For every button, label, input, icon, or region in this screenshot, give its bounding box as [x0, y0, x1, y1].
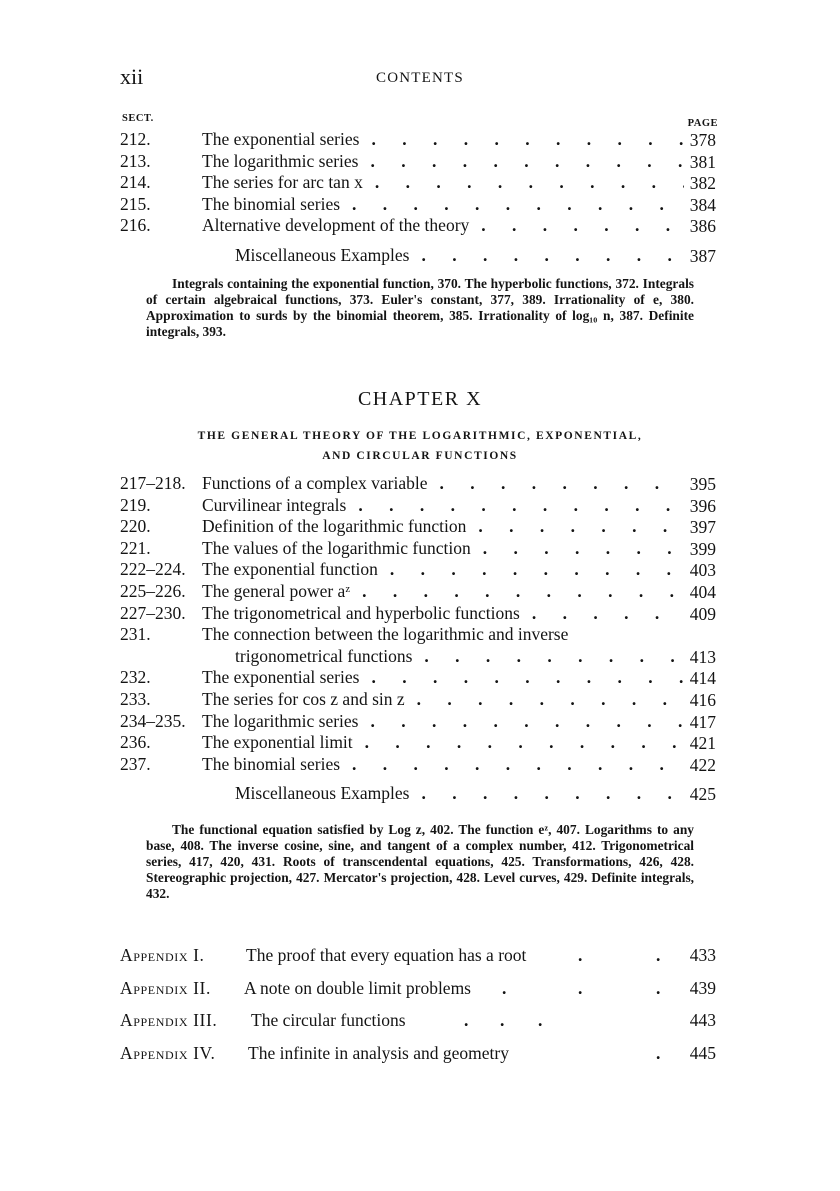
- appendix-title: The circular functions: [251, 1010, 406, 1031]
- appendix-title: The proof that every equation has a root: [246, 945, 527, 965]
- entry-section: 215.: [120, 193, 151, 214]
- entry-page: 395: [689, 474, 716, 494]
- chapter-heading: CHAPTER X: [357, 388, 483, 410]
- entry-title: The binomial series . . .: [202, 754, 684, 776]
- entry-title: The series for cos z and sin z . . .: [202, 689, 684, 711]
- entry-page: 397: [689, 517, 716, 538]
- entry-page: 387: [689, 245, 716, 266]
- entry-page: 386: [689, 216, 716, 237]
- toc-entry[interactable]: [120, 603, 720, 625]
- entry-page: 425: [689, 784, 716, 805]
- entry-section: 236.: [120, 732, 151, 753]
- entry-title: The binomial series . . .: [202, 194, 684, 216]
- appendix-title: A note on double limit problems: [244, 977, 471, 998]
- entry-section: 221.: [120, 537, 151, 558]
- entry-page: 399: [689, 538, 716, 559]
- toc-entry[interactable]: [120, 559, 720, 581]
- entry-section: 216.: [120, 215, 151, 236]
- leader-dot: .: [500, 1010, 505, 1031]
- entry-title: Miscellaneous Examples . . .: [235, 783, 684, 805]
- entry-section: 219.: [120, 494, 151, 515]
- toc-entry[interactable]: [120, 245, 720, 267]
- entry-section: 213.: [120, 150, 151, 171]
- entry-section: 227–230.: [120, 602, 186, 623]
- running-header: [120, 64, 720, 94]
- appendix-label: Appendix II.: [120, 977, 211, 998]
- entry-section: 220.: [120, 516, 151, 537]
- entry-title: Miscellaneous Examples . . .: [235, 245, 684, 267]
- entry-section: 217–218.: [120, 473, 186, 493]
- entry-title: The values of the logarithmic function . . .: [202, 538, 684, 560]
- toc-entry[interactable]: [120, 215, 720, 237]
- toc-entry[interactable]: [120, 783, 720, 805]
- leader-dot: .: [538, 1010, 543, 1031]
- sect-column-label: SECT.: [122, 113, 154, 124]
- entry-page: 421: [689, 733, 716, 754]
- appendix-entry[interactable]: [120, 977, 720, 1010]
- entry-page: 403: [689, 560, 716, 581]
- entry-page: 414: [689, 668, 716, 689]
- toc-entry[interactable]: [120, 495, 720, 517]
- entry-section: 237.: [120, 753, 151, 774]
- appendix-page: 439: [689, 977, 716, 998]
- leader-dot: .: [656, 1042, 661, 1063]
- entry-page: 382: [689, 173, 716, 194]
- page-column-label: PAGE: [687, 118, 718, 129]
- entry-page: 404: [689, 581, 716, 602]
- leader-dot: .: [578, 977, 583, 998]
- toc-entry[interactable]: [120, 538, 720, 560]
- appendix-label: Appendix III.: [120, 1010, 218, 1031]
- entry-title: Alternative development of the theory . . .: [202, 215, 684, 237]
- summary-text: The functional equation satisfied by Log z, 402. The function eᶻ, 407. Logarithms to any base, 408. The inverse cosine, sine, and tangent of a complex number, 412. Trigonometrical series, 417, 420, 431. Roots of transcendental equations, 425. Transformations, 426, 428. Stereographic projection, 427. Mercator's projection, 428. Level curves, 429. Definite integrals, 432.: [146, 822, 694, 901]
- leader-dot: .: [464, 1010, 469, 1031]
- entry-title: The exponential limit . . .: [202, 732, 684, 754]
- appendix-entry[interactable]: [120, 1042, 720, 1075]
- chapter-subtitle-line: THE GENERAL THEORY OF THE LOGARITHMIC, EXPONENTIAL,: [197, 430, 643, 442]
- leader-dot: .: [656, 977, 661, 998]
- appendix-label: Appendix IV.: [120, 1042, 216, 1063]
- entry-title: The connection between the logarithmic and inverse: [202, 624, 569, 645]
- entry-section: 222–224.: [120, 559, 186, 580]
- entry-title: The exponential function . . .: [202, 559, 684, 581]
- appendix-entry[interactable]: [120, 944, 720, 977]
- entry-title: The general power aᶻ . . .: [202, 581, 684, 603]
- chapter-subtitle: [140, 426, 700, 466]
- entry-title: The logarithmic series . . .: [202, 711, 684, 733]
- entry-section: 234–235.: [120, 710, 186, 731]
- entry-page: 384: [689, 194, 716, 215]
- toc-entry[interactable]: [120, 581, 720, 603]
- toc-entry[interactable]: [120, 473, 720, 495]
- page-number: xii: [120, 64, 144, 89]
- toc-entry[interactable]: [120, 172, 720, 194]
- entry-section: 232.: [120, 667, 151, 688]
- entry-section: 214.: [120, 172, 151, 193]
- entry-page: 416: [689, 689, 716, 710]
- toc-entry[interactable]: [120, 129, 720, 151]
- entry-page: 417: [689, 711, 716, 732]
- chapter-ix-summary: [146, 276, 694, 340]
- entry-page: 378: [689, 130, 716, 150]
- toc-entry[interactable]: [120, 711, 720, 733]
- appendix-page: 443: [689, 1010, 716, 1031]
- toc-section-x: [120, 473, 720, 805]
- entry-title: The series for arc tan x . . .: [202, 172, 684, 194]
- toc-entry[interactable]: [120, 194, 720, 216]
- entry-section: 233.: [120, 688, 151, 709]
- toc-entry[interactable]: [120, 151, 720, 173]
- appendix-title: The infinite in analysis and geometry: [248, 1042, 509, 1063]
- entry-page: 413: [689, 646, 716, 667]
- toc-entry[interactable]: [120, 689, 720, 711]
- toc-entry[interactable]: [120, 624, 720, 646]
- entry-title: Curvilinear integrals . . .: [202, 495, 684, 517]
- appendix-entry[interactable]: [120, 1009, 720, 1042]
- entry-page: 381: [689, 151, 716, 172]
- entry-title: The trigonometrical and hyperbolic functions . . .: [202, 603, 684, 625]
- chapter-subtitle-line: AND CIRCULAR FUNCTIONS: [322, 450, 518, 462]
- page-title: CONTENTS: [376, 70, 464, 86]
- entry-title: The logarithmic series . . .: [202, 151, 684, 173]
- appendix-page: 445: [689, 1042, 716, 1063]
- appendix-page: 433: [689, 945, 716, 965]
- toc-entry[interactable]: [120, 516, 720, 538]
- entry-page: 396: [689, 495, 716, 516]
- entry-section: 225–226.: [120, 580, 186, 601]
- appendix-label: Appendix I.: [120, 945, 205, 965]
- entry-title: Functions of a complex variable . . .: [202, 473, 684, 495]
- toc-entry[interactable]: [120, 646, 720, 668]
- entry-section: 231.: [120, 624, 151, 645]
- summary-text: Integrals containing the exponential function, 370. The hyperbolic functions, 372. Integrals of certain algebraical functions, 373. Euler's constant, 377, 389. Irrationality of e, 380. Approximation to surds by the binomial theorem, 385. Irrationality of log₁₀ n, 387. Definite integrals, 393.: [146, 276, 694, 339]
- entry-title: The exponential series . . .: [202, 667, 684, 689]
- toc-section-ix: [120, 129, 720, 267]
- toc-entry[interactable]: [120, 732, 720, 754]
- leader-dot: .: [502, 977, 507, 998]
- entry-title: Definition of the logarithmic function . . .: [202, 516, 684, 538]
- entry-title: trigonometrical functions . . .: [235, 646, 684, 668]
- entry-section: 212.: [120, 129, 151, 149]
- entry-page: 422: [689, 754, 716, 775]
- leader-dot: .: [578, 945, 583, 965]
- toc-entry[interactable]: [120, 667, 720, 689]
- appendix-list: [120, 944, 720, 1074]
- entry-page: 409: [689, 603, 716, 624]
- leader-dot: .: [656, 945, 661, 965]
- toc-entry[interactable]: [120, 754, 720, 776]
- entry-title: The exponential series . . .: [202, 129, 684, 151]
- chapter-x-summary: [146, 822, 694, 902]
